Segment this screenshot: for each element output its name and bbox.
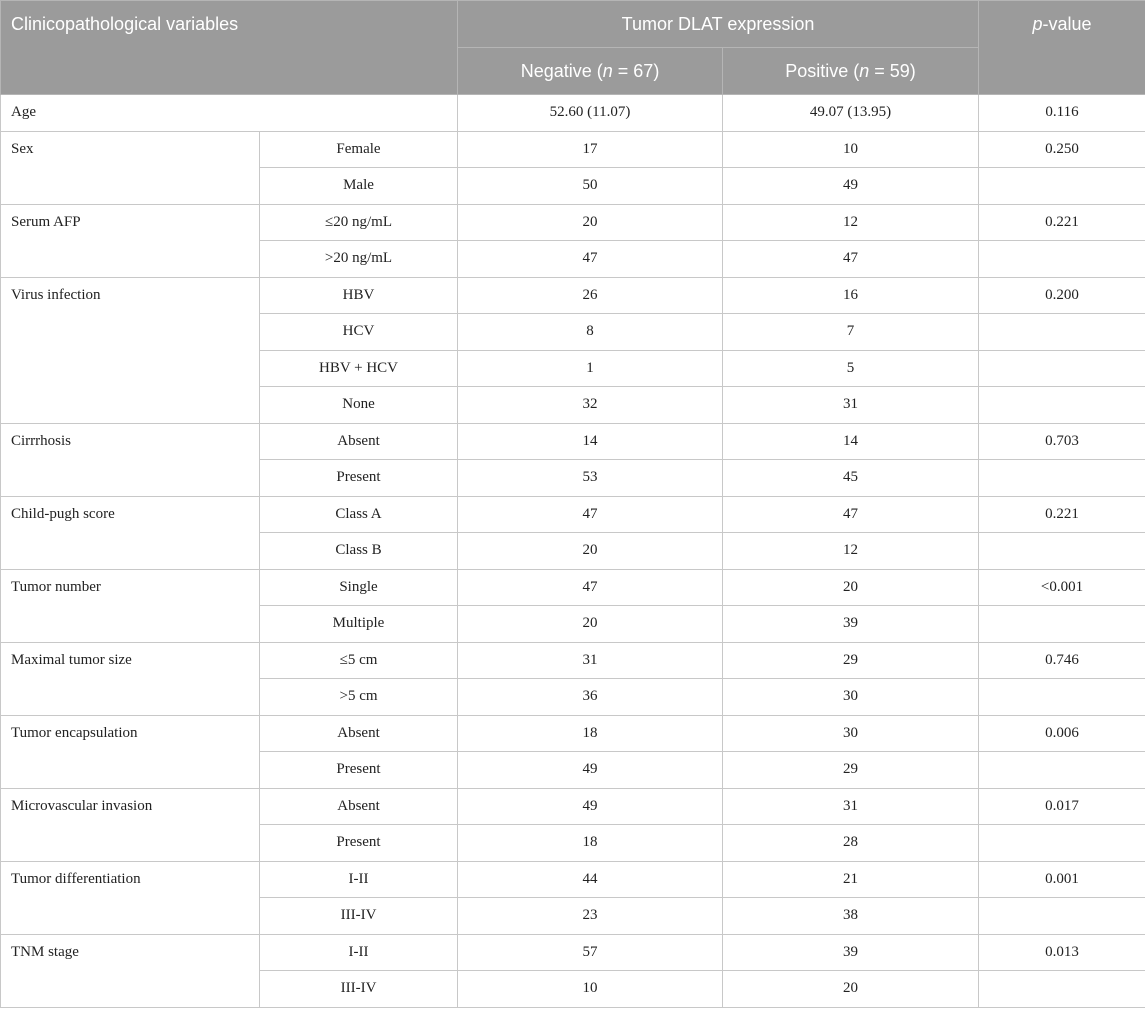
level-cell: Male: [260, 168, 458, 205]
table-row: [1, 642, 1145, 679]
table-row: [1, 496, 1145, 533]
negative-cell: 20: [458, 533, 723, 570]
variable-cell: Virus infection: [1, 277, 260, 423]
negative-cell: 44: [458, 861, 723, 898]
positive-cell: 31: [723, 788, 979, 825]
negative-cell: 17: [458, 131, 723, 168]
p-value-cell: 0.001: [979, 861, 1145, 898]
header-negative-count: = 67): [612, 61, 660, 81]
table-body: [1, 95, 1145, 1008]
p-value-cell: [979, 168, 1145, 205]
table-row: [1, 934, 1145, 971]
header-p-rest: -value: [1042, 14, 1092, 34]
positive-cell: 39: [723, 606, 979, 643]
p-value-cell: [979, 314, 1145, 351]
age-label: Age: [1, 95, 458, 132]
level-cell: HBV: [260, 277, 458, 314]
table-row: [1, 131, 1145, 168]
positive-cell: 49: [723, 168, 979, 205]
header-p-value: [979, 1, 1145, 95]
age-negative: 52.60 (11.07): [458, 95, 723, 132]
variable-cell: Child-pugh score: [1, 496, 260, 569]
variable-cell: Serum AFP: [1, 204, 260, 277]
level-cell: I-II: [260, 861, 458, 898]
positive-cell: 21: [723, 861, 979, 898]
level-cell: >5 cm: [260, 679, 458, 716]
p-value-cell: [979, 533, 1145, 570]
p-value-cell: 0.200: [979, 277, 1145, 314]
level-cell: Class A: [260, 496, 458, 533]
level-cell: Single: [260, 569, 458, 606]
variable-cell: Cirrrhosis: [1, 423, 260, 496]
positive-cell: 28: [723, 825, 979, 862]
negative-cell: 31: [458, 642, 723, 679]
positive-cell: 10: [723, 131, 979, 168]
variable-cell: Sex: [1, 131, 260, 204]
table-row: [1, 95, 1145, 132]
p-value-cell: [979, 241, 1145, 278]
variable-cell: Tumor encapsulation: [1, 715, 260, 788]
positive-cell: 38: [723, 898, 979, 935]
positive-cell: 30: [723, 715, 979, 752]
positive-cell: 31: [723, 387, 979, 424]
header-negative: [458, 48, 723, 95]
level-cell: III-IV: [260, 971, 458, 1008]
level-cell: HBV + HCV: [260, 350, 458, 387]
p-value-cell: [979, 387, 1145, 424]
positive-cell: 29: [723, 642, 979, 679]
positive-cell: 47: [723, 496, 979, 533]
level-cell: Absent: [260, 423, 458, 460]
negative-cell: 18: [458, 825, 723, 862]
p-value-cell: 0.746: [979, 642, 1145, 679]
p-value-cell: 0.250: [979, 131, 1145, 168]
negative-cell: 57: [458, 934, 723, 971]
negative-cell: 10: [458, 971, 723, 1008]
positive-cell: 30: [723, 679, 979, 716]
header-negative-n: n: [602, 61, 613, 81]
positive-cell: 47: [723, 241, 979, 278]
p-value-cell: 0.703: [979, 423, 1145, 460]
p-value-cell: [979, 825, 1145, 862]
level-cell: Absent: [260, 788, 458, 825]
table-row: [1, 569, 1145, 606]
level-cell: HCV: [260, 314, 458, 351]
header-positive: [723, 48, 979, 95]
positive-cell: 7: [723, 314, 979, 351]
negative-cell: 20: [458, 606, 723, 643]
negative-cell: 53: [458, 460, 723, 497]
p-value-cell: [979, 350, 1145, 387]
variable-cell: Tumor number: [1, 569, 260, 642]
variable-cell: Maximal tumor size: [1, 642, 260, 715]
p-value-cell: [979, 679, 1145, 716]
positive-cell: 12: [723, 533, 979, 570]
p-value-cell: [979, 898, 1145, 935]
negative-cell: 32: [458, 387, 723, 424]
negative-cell: 47: [458, 241, 723, 278]
table-row: [1, 423, 1145, 460]
header-positive-count: = 59): [869, 61, 916, 81]
table-row: [1, 788, 1145, 825]
level-cell: >20 ng/mL: [260, 241, 458, 278]
level-cell: Present: [260, 825, 458, 862]
negative-cell: 18: [458, 715, 723, 752]
table-row: [1, 715, 1145, 752]
header-variables: Clinicopathological variables: [1, 1, 458, 95]
negative-cell: 8: [458, 314, 723, 351]
positive-cell: 16: [723, 277, 979, 314]
table-row: [1, 861, 1145, 898]
positive-cell: 39: [723, 934, 979, 971]
negative-cell: 49: [458, 752, 723, 789]
level-cell: Multiple: [260, 606, 458, 643]
header-positive-label: Positive (: [785, 61, 860, 81]
table-header: [1, 1, 1145, 95]
header-dlat-expression: Tumor DLAT expression: [458, 1, 979, 48]
variable-cell: TNM stage: [1, 934, 260, 1007]
negative-cell: 49: [458, 788, 723, 825]
positive-cell: 20: [723, 569, 979, 606]
p-value-cell: [979, 606, 1145, 643]
level-cell: Class B: [260, 533, 458, 570]
negative-cell: 47: [458, 496, 723, 533]
age-positive: 49.07 (13.95): [723, 95, 979, 132]
positive-cell: 20: [723, 971, 979, 1008]
p-value-cell: 0.017: [979, 788, 1145, 825]
level-cell: ≤5 cm: [260, 642, 458, 679]
negative-cell: 14: [458, 423, 723, 460]
age-p-value: 0.116: [979, 95, 1145, 132]
p-value-cell: [979, 971, 1145, 1008]
negative-cell: 20: [458, 204, 723, 241]
header-p-italic: p: [1032, 14, 1043, 34]
level-cell: Present: [260, 752, 458, 789]
p-value-cell: 0.221: [979, 204, 1145, 241]
variable-cell: Tumor differentiation: [1, 861, 260, 934]
header-negative-label: Negative (: [520, 61, 603, 81]
table-row: [1, 277, 1145, 314]
p-value-cell: 0.013: [979, 934, 1145, 971]
positive-cell: 14: [723, 423, 979, 460]
level-cell: I-II: [260, 934, 458, 971]
negative-cell: 1: [458, 350, 723, 387]
negative-cell: 47: [458, 569, 723, 606]
negative-cell: 36: [458, 679, 723, 716]
negative-cell: 23: [458, 898, 723, 935]
p-value-cell: 0.221: [979, 496, 1145, 533]
positive-cell: 29: [723, 752, 979, 789]
level-cell: ≤20 ng/mL: [260, 204, 458, 241]
p-value-cell: [979, 752, 1145, 789]
level-cell: III-IV: [260, 898, 458, 935]
table-row: [1, 204, 1145, 241]
header-positive-n: n: [859, 61, 870, 81]
level-cell: Absent: [260, 715, 458, 752]
p-value-cell: 0.006: [979, 715, 1145, 752]
positive-cell: 12: [723, 204, 979, 241]
negative-cell: 26: [458, 277, 723, 314]
level-cell: Female: [260, 131, 458, 168]
level-cell: None: [260, 387, 458, 424]
p-value-cell: <0.001: [979, 569, 1145, 606]
level-cell: Present: [260, 460, 458, 497]
positive-cell: 45: [723, 460, 979, 497]
negative-cell: 50: [458, 168, 723, 205]
positive-cell: 5: [723, 350, 979, 387]
p-value-cell: [979, 460, 1145, 497]
variable-cell: Microvascular invasion: [1, 788, 260, 861]
